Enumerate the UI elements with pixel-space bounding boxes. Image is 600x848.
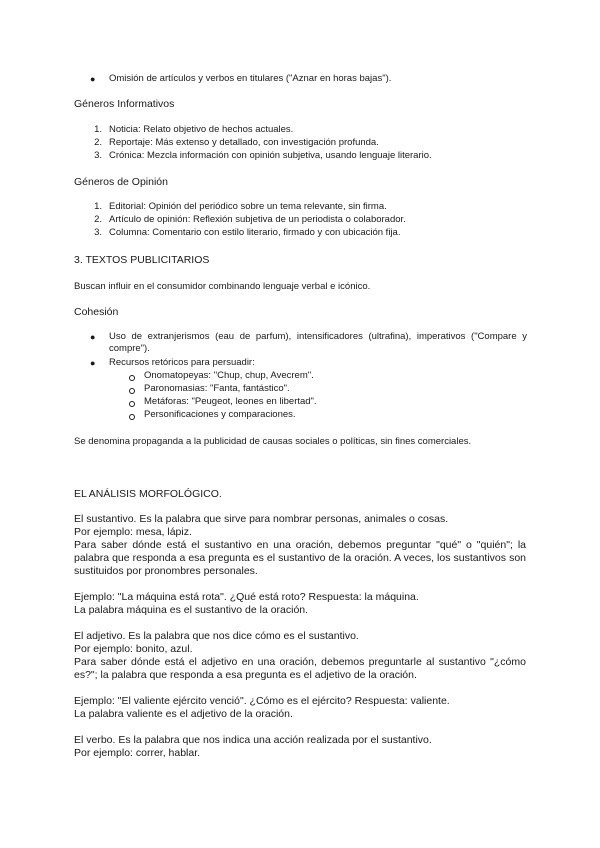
sustantivo-sentence-example: Ejemplo: "La máquina está rota". ¿Qué está roto? Respuesta: la máquina. <box>74 591 419 603</box>
list-number: 2. <box>94 137 102 148</box>
bullet-dot: ● <box>90 74 96 84</box>
informativos-heading: Géneros Informativos <box>74 98 175 110</box>
sustantivo-conclusion: La palabra máquina es el sustantivo de la oración. <box>74 604 309 616</box>
verbo-example: Por ejemplo: correr, hablar. <box>74 747 201 759</box>
list-item: Crónica: Mezcla información con opinión subjetiva, usando lenguaje literario. <box>109 150 432 161</box>
sub-list-item: Onomatopeyas: "Chup, chup, Avecrem". <box>144 370 314 381</box>
sub-list-item: Paronomasias: "Fanta, fantástico". <box>144 383 290 394</box>
sustantivo-definition: El sustantivo. Es la palabra que sirve para nombrar personas, animales o cosas. <box>74 513 449 525</box>
sub-bullet-circle <box>129 388 135 394</box>
verbo-definition: El verbo. Es la palabra que nos indica una acción realizada por el sustantivo. <box>74 734 432 746</box>
top-bullet-text: Omisión de artículos y verbos en titulares ("Aznar en horas bajas"). <box>109 73 392 84</box>
list-number: 3. <box>94 227 102 238</box>
propaganda-text: Se denomina propaganda a la publicidad de causas sociales o políticas, sin fines comerciales. <box>74 436 472 447</box>
morfologico-heading: EL ANÁLISIS MORFOLÓGICO. <box>74 488 222 500</box>
sustantivo-example: Por ejemplo: mesa, lápiz. <box>74 526 192 538</box>
list-item: Artículo de opinión: Reflexión subjetiva de un periodista o colaborador. <box>109 214 406 225</box>
bullet-dot: ● <box>90 332 96 342</box>
sub-list-item: Personificaciones y comparaciones. <box>144 409 296 420</box>
list-item: Editorial: Opinión del periódico sobre un tema relevante, sin firma. <box>109 201 387 212</box>
sub-bullet-circle <box>129 414 135 420</box>
list-number: 2. <box>94 214 102 225</box>
adjetivo-definition: El adjetivo. Es la palabra que nos dice cómo es el sustantivo. <box>74 630 359 642</box>
adjetivo-explanation: Para saber dónde está el adjetivo en una oración, debemos preguntarle al sustantivo "¿cómo es?"; la palabra que responda a esa pregunta es el adjetivo de la oración. <box>74 656 526 681</box>
adjetivo-sentence-example: Ejemplo: "El valiente ejército venció". ¿Cómo es el ejército? Respuesta: valiente. <box>74 695 450 707</box>
sustantivo-explanation: Para saber dónde está el sustantivo en una oración, debemos preguntar "qué" o "quién"; la palabra que responda a esa pregunta es el sustantivo de la oración. A veces, los sustantivos son sustituidos por pronombres personales. <box>74 539 526 577</box>
list-item: Reportaje: Más extenso y detallado, con investigación profunda. <box>109 137 379 148</box>
adjetivo-example: Por ejemplo: bonito, azul. <box>74 643 193 655</box>
publicitarios-intro: Buscan influir en el consumidor combinando lenguaje verbal e icónico. <box>74 281 371 292</box>
cohesion-heading: Cohesión <box>74 306 119 318</box>
list-number: 3. <box>94 150 102 161</box>
sub-bullet-circle <box>129 401 135 407</box>
sub-bullet-circle <box>129 375 135 381</box>
cohesion-bullet-2: Recursos retóricos para persuadir: <box>109 357 255 368</box>
publicitarios-heading: 3. TEXTOS PUBLICITARIOS <box>74 254 210 266</box>
sub-list-item: Metáforas: "Peugeot, leones en libertad". <box>144 396 317 407</box>
adjetivo-conclusion: La palabra valiente es el adjetivo de la oración. <box>74 708 293 720</box>
cohesion-bullet-1: Uso de extranjerismos (eau de parfum), intensificadores (ultrafina), imperativos ("Compare y compre"). <box>109 331 527 354</box>
opinion-heading: Géneros de Opinión <box>74 176 168 188</box>
list-number: 1. <box>94 124 102 135</box>
list-number: 1. <box>94 201 102 212</box>
list-item: Noticia: Relato objetivo de hechos actuales. <box>109 124 294 135</box>
list-item: Columna: Comentario con estilo literario, firmado y con ubicación fija. <box>109 227 401 238</box>
bullet-dot: ● <box>90 358 96 368</box>
